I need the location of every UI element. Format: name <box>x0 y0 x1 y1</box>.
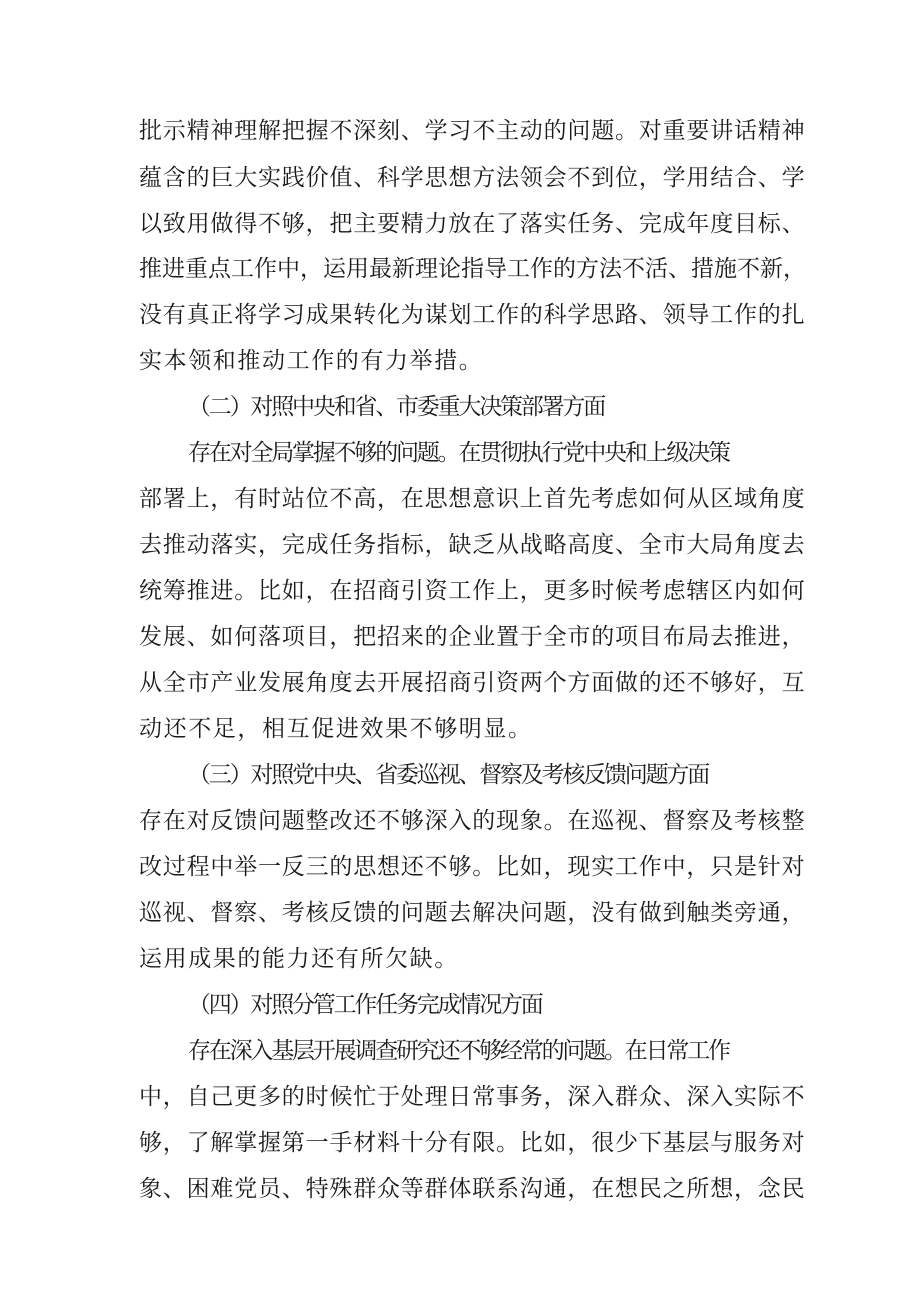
section-heading: （二）对照中央和省、市委重大决策部署方面 <box>188 394 605 420</box>
text-line: 存在深入基层开展调查研究还不够经常的问题。在日常工作 <box>188 1038 729 1064</box>
text-line: 部署上，有时站位不高，在思想意识上首先考虑如何从区域角度 <box>139 486 806 512</box>
text-line: 推进重点工作中，运用最新理论指导工作的方法不活、措施不新， <box>139 256 806 282</box>
text-line: 实本领和推动工作的有力举措。 <box>139 348 484 374</box>
text-line: 从全市产业发展角度去开展招商引资两个方面做的还不够好，互 <box>139 670 806 696</box>
text-line: 够，了解掌握第一手材料十分有限。比如，很少下基层与服务对 <box>139 1130 806 1156</box>
text-line: 象、困难党员、特殊群众等群体联系沟通，在想民之所想，念民 <box>139 1176 806 1202</box>
text-line: 统筹推进。比如，在招商引资工作上，更多时候考虑辖区内如何 <box>139 578 806 604</box>
text-line: 运用成果的能力还有所欠缺。 <box>139 946 459 972</box>
text-line: 没有真正将学习成果转化为谋划工作的科学思路、领导工作的扎 <box>139 302 806 328</box>
text-line: 存在对反馈问题整改还不够深入的现象。在巡视、督察及考核整 <box>139 808 806 834</box>
section-heading: （三）对照党中央、省委巡视、督察及考核反馈问题方面 <box>188 762 709 788</box>
text-line: 巡视、督察、考核反馈的问题去解决问题，没有做到触类旁通， <box>139 900 806 926</box>
text-line: 以致用做得不够，把主要精力放在了落实任务、完成年度目标、 <box>139 211 806 237</box>
text-line: 蕴含的巨大实践价值、科学思想方法领会不到位，学用结合、学 <box>139 165 806 191</box>
text-line: 批示精神理解把握不深刻、学习不主动的问题。对重要讲话精神 <box>139 118 806 144</box>
text-line: 去推动落实，完成任务指标，缺乏从战略高度、全市大局角度去 <box>139 532 806 558</box>
text-line: 中，自己更多的时候忙于处理日常事务，深入群众、深入实际不 <box>139 1084 806 1110</box>
text-line: 发展、如何落项目，把招来的企业置于全市的项目布局去推进， <box>139 624 806 650</box>
section-heading: （四）对照分管工作任务完成情况方面 <box>188 992 542 1018</box>
text-line: 存在对全局掌握不够的问题。在贯彻执行党中央和上级决策 <box>188 440 729 466</box>
text-line: 动还不足，相互促进效果不够明显。 <box>139 716 533 742</box>
text-line: 改过程中举一反三的思想还不够。比如，现实工作中，只是针对 <box>139 854 806 880</box>
